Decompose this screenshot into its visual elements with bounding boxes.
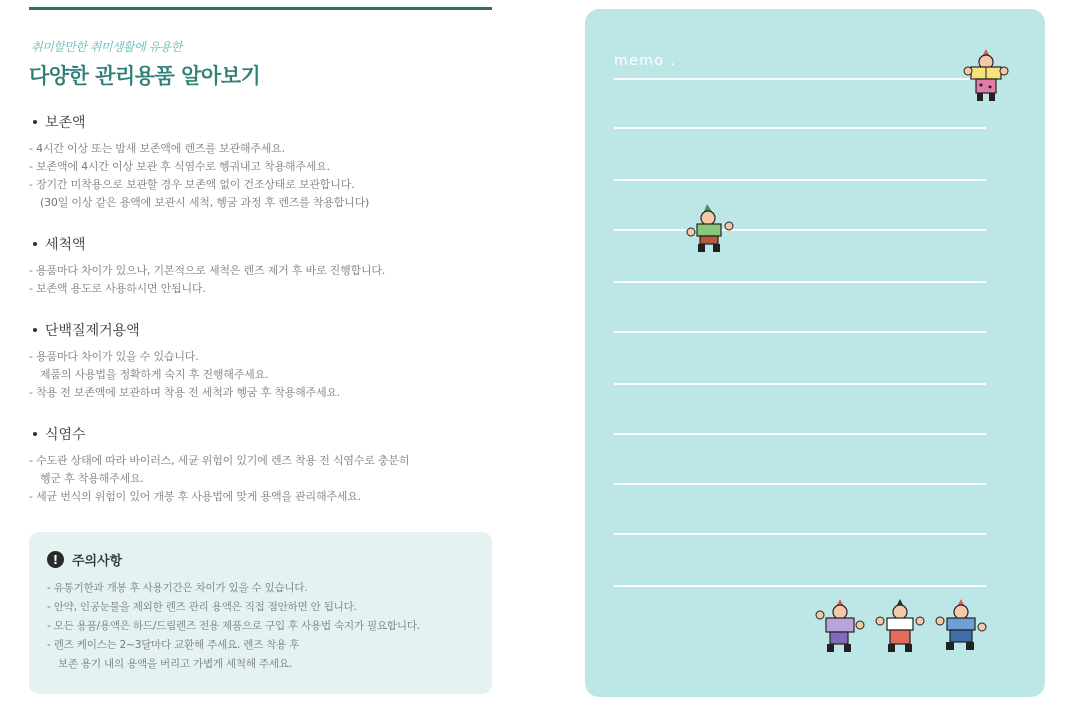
memo-line [614, 78, 986, 80]
section-line: - 장기간 미착용으로 보관할 경우 보존액 없이 건조상태로 보관합니다. [29, 178, 355, 191]
memo-line [614, 433, 986, 435]
section-preservation [29, 112, 499, 212]
notice-line: - 모든 용품/용액은 하드/드림렌즈 전용 제품으로 구입 후 사용법 숙지가 필요합니다. [47, 620, 420, 632]
section-line: - 용품마다 차이가 있을 수 있습니다. [29, 350, 199, 363]
bullet-dot [33, 242, 37, 246]
notice-line: 보존 용기 내의 용액을 버리고 가볍게 세척해 주세요. [58, 658, 292, 670]
bullet-dot [33, 432, 37, 436]
blue-character-illustration [933, 597, 989, 659]
section-title: 보존액 [45, 115, 86, 131]
memo-line [614, 383, 986, 385]
section-title: 식염수 [45, 427, 86, 443]
notice-line: - 안약, 인공눈물을 제외한 렌즈 관리 용액은 직접 점안하면 안 됩니다. [47, 601, 357, 613]
handwritten-subtitle: 취미할만한 취미생활에 유용한 [31, 40, 182, 54]
purple-character-illustration [813, 597, 867, 659]
section-cleaning [29, 234, 499, 298]
memo-line [614, 179, 986, 181]
memo-line [614, 331, 986, 333]
memo-line [614, 127, 986, 129]
memo-line [614, 533, 986, 535]
section-line: - 용품마다 차이가 있으나, 기본적으로 세척은 렌즈 제거 후 바로 진행합니다. [29, 264, 386, 277]
section-line: - 보존액에 4시간 이상 보관 후 식염수로 헹궈내고 착용해주세요. [29, 160, 330, 173]
care-products-list [29, 112, 499, 526]
memo-line [614, 229, 986, 231]
page-title: 다양한 관리용품 알아보기 [29, 64, 261, 88]
section-line: - 보존액 용도로 사용하시면 안됩니다. [29, 282, 206, 295]
bullet-dot [33, 120, 37, 124]
section-title: 단백질제거용액 [45, 323, 140, 339]
section-line: (30일 이상 같은 용액에 보관시 세척, 헹굼 과정 후 렌즈를 착용합니다) [40, 196, 370, 209]
notice-line: - 렌즈 케이스는 2~3달마다 교환해 주세요. 렌즈 착용 후 [47, 639, 300, 651]
notice-title: 주의사항 [72, 554, 123, 569]
section-line: - 착용 전 보존액에 보관하며 착용 전 세척과 헹굼 후 착용해주세요. [29, 386, 341, 399]
memo-panel [585, 9, 1045, 697]
top-rule [29, 7, 492, 10]
section-line: - 세균 번식의 위험이 있어 개봉 후 사용법에 맞게 용액을 관리해주세요. [29, 490, 361, 503]
red-character-illustration [873, 597, 927, 659]
memo-line [614, 281, 986, 283]
bullet-dot [33, 328, 37, 332]
reading-character-illustration [959, 47, 1013, 111]
notice-box [29, 532, 492, 694]
section-line: 제품의 사용법을 정확하게 숙지 후 진행해주세요. [40, 368, 269, 381]
section-protein-remover [29, 320, 499, 402]
memo-line [614, 483, 986, 485]
walking-character-illustration [685, 202, 739, 258]
section-line: - 4시간 이상 또는 밤새 보존액에 렌즈를 보관해주세요. [29, 142, 285, 155]
memo-line [614, 585, 986, 587]
section-line: - 수도관 상태에 따라 바이러스, 세균 위험이 있기에 렌즈 착용 전 식염수로 충분히 [29, 454, 410, 467]
notice-line: - 유통기한과 개봉 후 사용기간은 차이가 있을 수 있습니다. [47, 582, 308, 594]
section-saline [29, 424, 499, 506]
section-line: 헹군 후 착용해주세요. [40, 472, 144, 485]
section-title: 세척액 [45, 237, 86, 253]
exclamation-icon: ! [47, 551, 64, 568]
memo-label: memo . [614, 53, 677, 69]
